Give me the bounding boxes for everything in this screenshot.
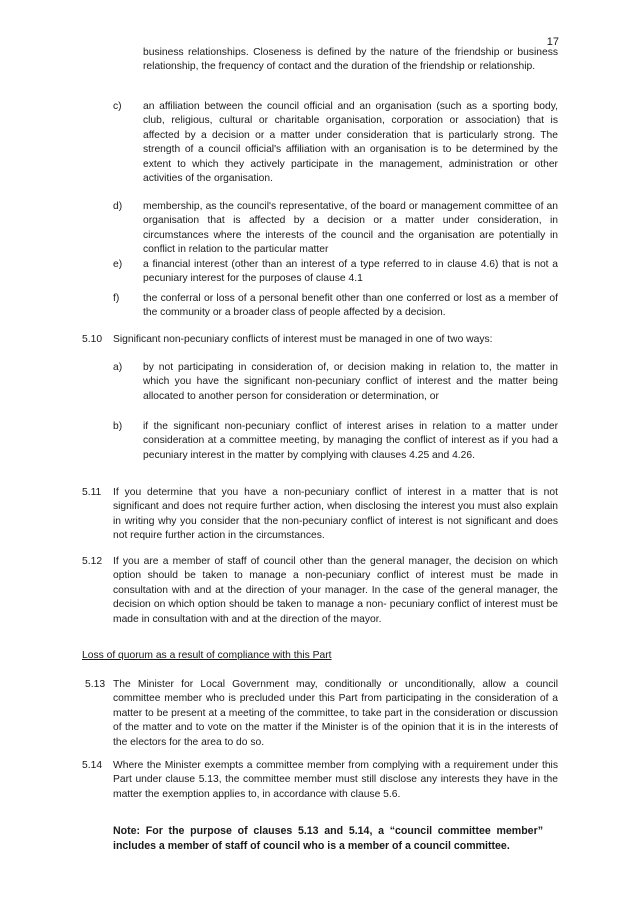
clause-5-10-b-text: if the significant non-pecuniary conflict of interest arises in relation to a matter under consideration at a committee meeting, by managing the conflict of interest as if you had a pecuniary interest in the matter by complying with clauses 4.25 and 4.26. — [143, 421, 558, 461]
item-d-text: membership, as the council's representative, of the board or management committee of an organisation that is affected by a decision or a matter under consideration, in circumstances where the interests of the council and the organisation are potentially in conflict in relation to the particular matter — [143, 201, 558, 256]
clause-5-12-text: If you are a member of staff of council other than the general manager, the decision on which option should be taken to manage a non-pecuniary conflict of interest must be made in consultation with and at the direction of your manager. In the case of the general manager, the decision on which option should be taken to manage a non- pecuniary conflict of interest must be made in consultation with and at the direction of the mayor. — [113, 556, 558, 625]
item-e-text: a financial interest (other than an interest of a type referred to in clause 4.6) that is not a pecuniary interest for the purposes of clause 4.1 — [143, 259, 558, 285]
committee-member-note: Note: For the purpose of clauses 5.13 and 5.14, a “council committee member” includes a member of staff of council who is a member of a council committee. — [113, 825, 543, 852]
clause-5-13-text: The Minister for Local Government may, conditionally or unconditionally, allow a council committee member who is precluded under this Part from participating in the consideration of a matter to be present at a meeting of the committee, to take part in the consideration or discussion of the matter and to vote on the matter if the Minister is of the opinion that it is in the interests of the electors for the area to do so. — [113, 679, 558, 748]
clause-5-10-b-label: b) — [113, 421, 123, 432]
intro-continuation: business relationships. Closeness is defined by the nature of the friendship or business relationship, the frequency of contact and the duration of the friendship or relationship. — [143, 47, 558, 73]
page-number: 17 — [546, 36, 559, 48]
clause-5-11-text: If you determine that you have a non-pecuniary conflict of interest in a matter that is not significant and does not require further action, when disclosing the interest you must also explain in writing why you consider that the non-pecuniary conflict of interest is not significant and does not require further action in the circumstances. — [113, 487, 558, 542]
item-f-label: f) — [113, 293, 120, 304]
clause-5-13-number: 5.13 — [85, 679, 106, 690]
clause-5-14-number: 5.14 — [82, 760, 103, 771]
clause-5-10-number: 5.10 — [82, 334, 103, 345]
clause-5-11-number: 5.11 — [82, 487, 102, 498]
clause-5-14-text: Where the Minister exempts a committee member from complying with a requirement under this Part under clause 5.13, the committee member must still disclose any interests they have in the matter the exemption applies to, in accordance with clause 5.6. — [113, 760, 558, 800]
item-c-text: an affiliation between the council official and an organisation (such as a sporting body, club, religious, cultural or charitable organisation, corporation or association) that is affected by a decision or a matter under consideration that is particularly strong. The strength of a council official's affiliation with an organisation is to be determined by the extent to which they actively participate in the management, administration or other activities of the organisation. — [143, 101, 558, 185]
clause-5-10-a-text: by not participating in consideration of, or decision making in relation to, the matter in which you have the significant non-pecuniary conflict of interest and the matter being allocated to another person for consideration or determination, or — [143, 362, 558, 402]
clause-5-10-text: Significant non-pecuniary conflicts of interest must be managed in one of two ways: — [113, 334, 493, 345]
item-c-label: c) — [113, 101, 122, 112]
item-e-label: e) — [113, 259, 123, 270]
item-f-text: the conferral or loss of a personal benefit other than one conferred or lost as a member of the community or a broader class of people affected by a decision. — [143, 293, 558, 319]
section-heading: Loss of quorum as a result of compliance with this Part — [82, 650, 332, 661]
item-d-label: d) — [113, 201, 123, 212]
clause-5-10-a-label: a) — [113, 362, 123, 373]
clause-5-12-number: 5.12 — [82, 556, 103, 567]
